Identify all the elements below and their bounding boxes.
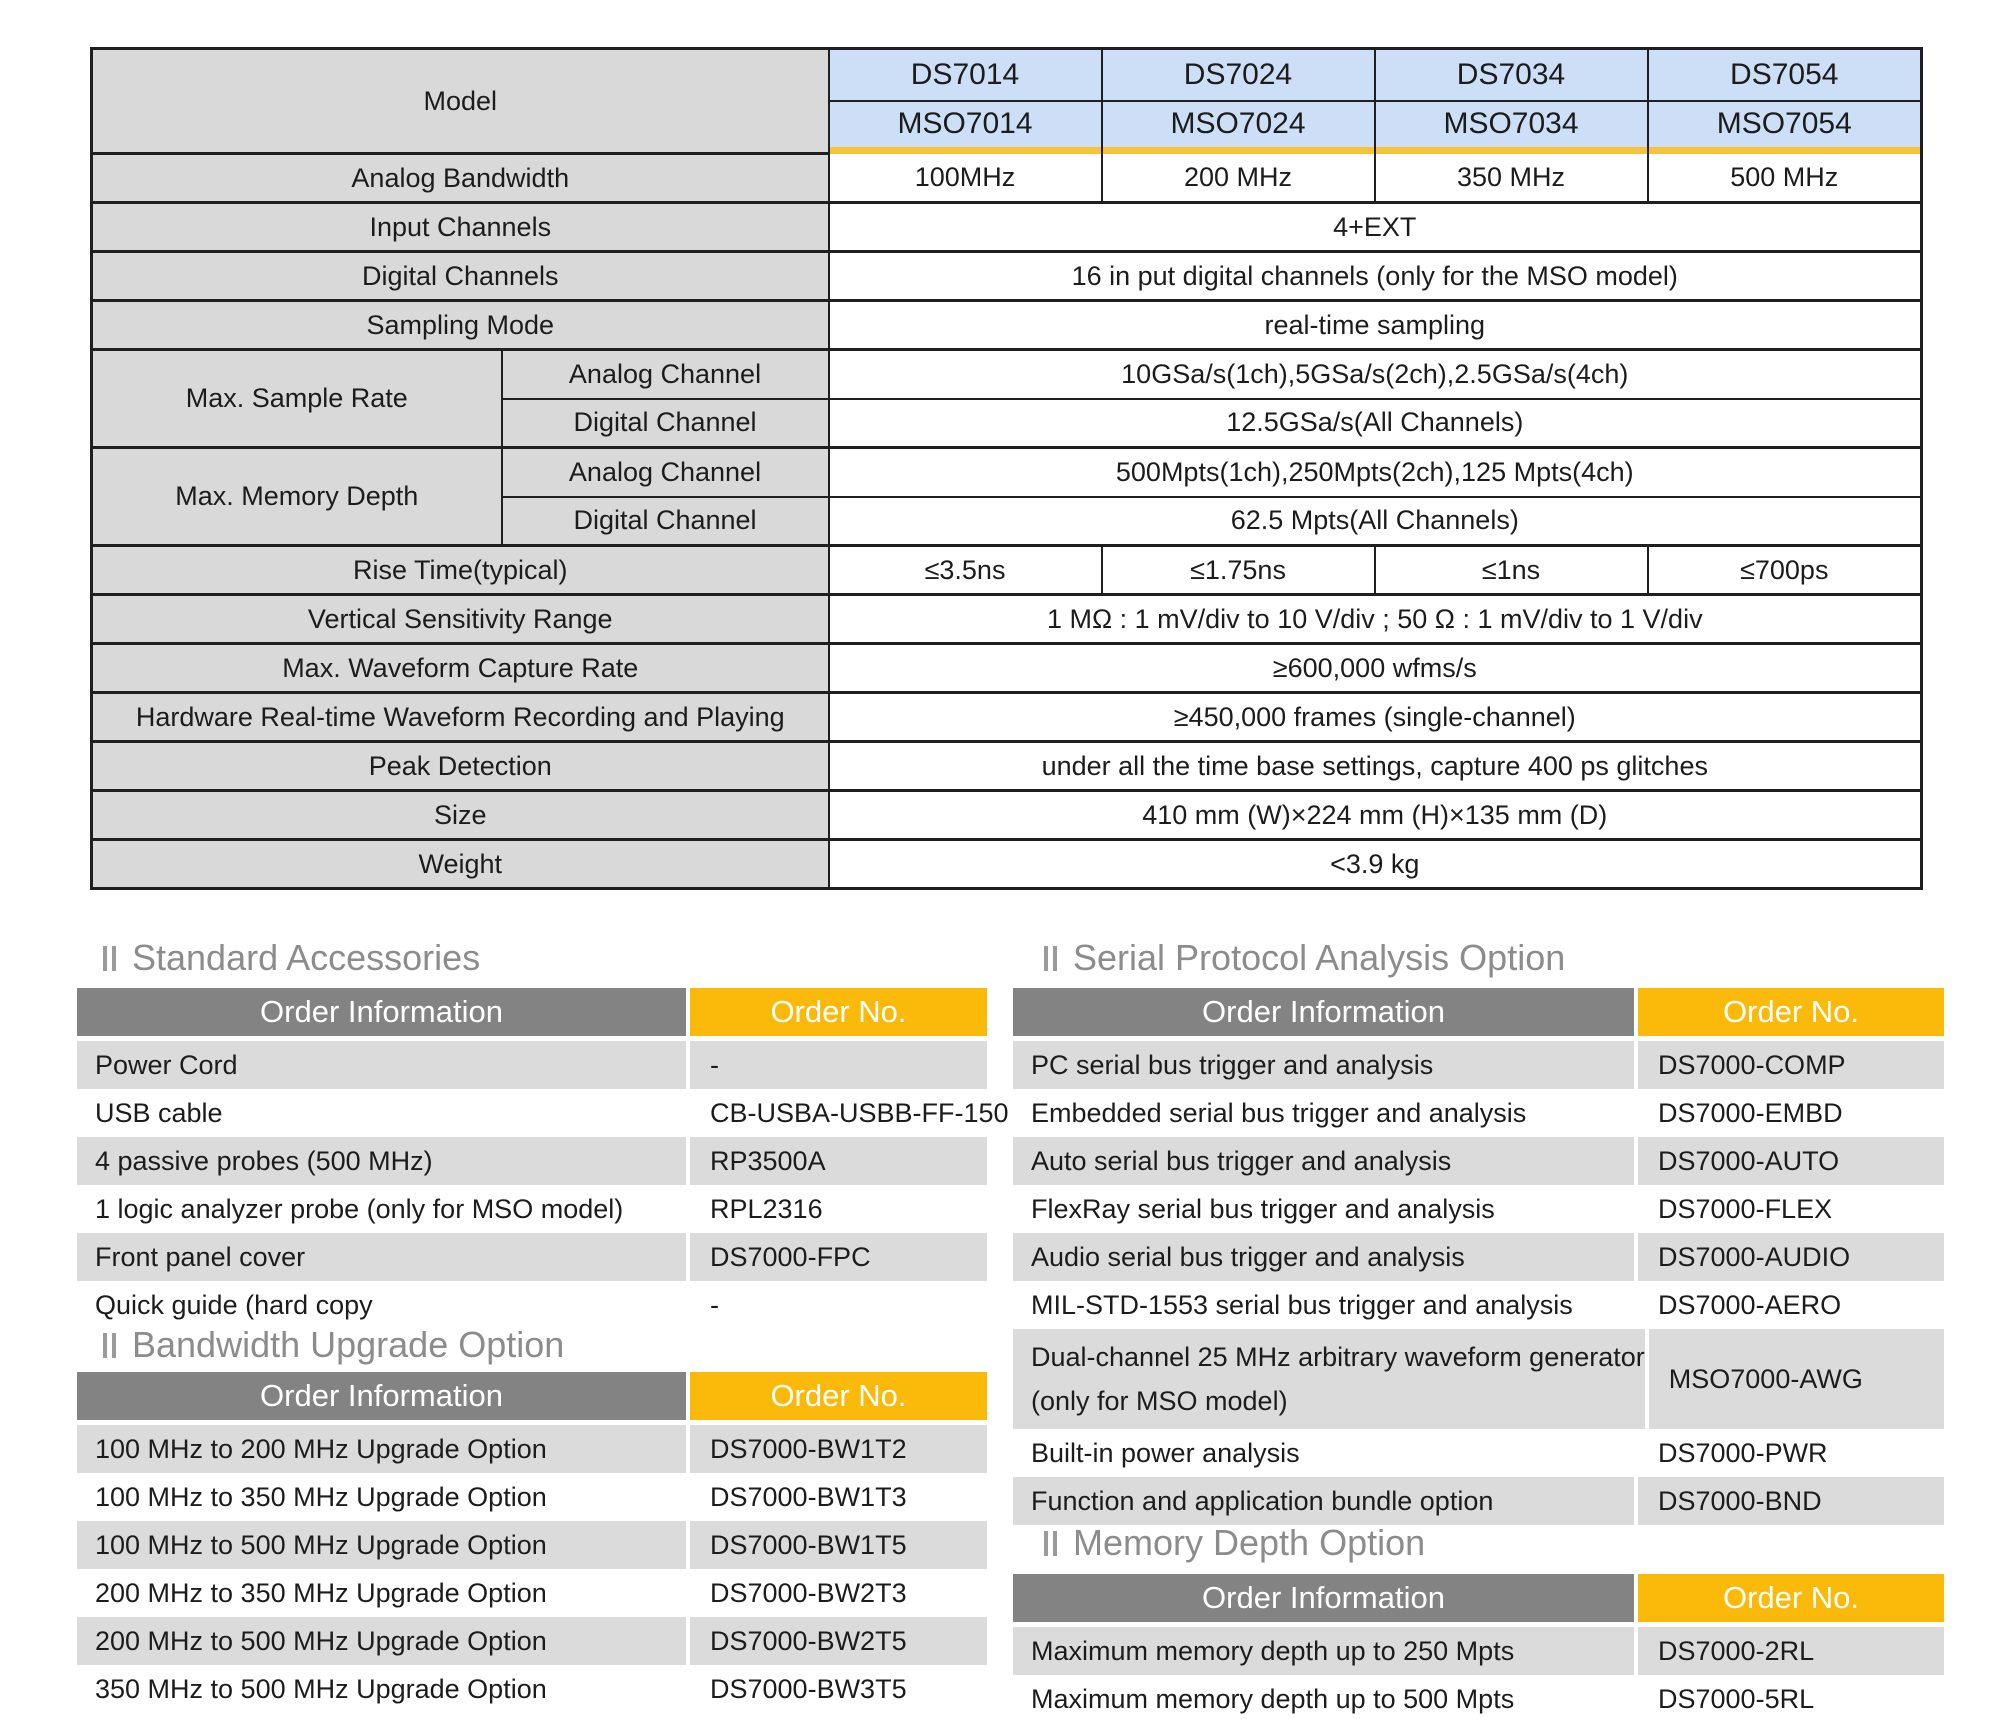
table-header [1013,988,1944,1036]
order-item: 1 logic analyzer probe (only for MSO model) [95,1193,624,1224]
spec-value-rise-3: ≤1ns [1375,546,1648,595]
order-number: RPL2316 [710,1193,823,1224]
table-row [1013,1281,1944,1329]
order-item: MIL-STD-1553 serial bus trigger and analysis [1031,1289,1573,1320]
order-number: DS7000-AERO [1658,1289,1842,1320]
model-mso7054: MSO7054 [1648,101,1922,147]
serial-protocol-table [1013,988,1944,1525]
order-item: 350 MHz to 500 MHz Upgrade Option [95,1673,547,1704]
spec-label-peak-detection: Peak Detection [92,742,829,791]
order-item: 100 MHz to 200 MHz Upgrade Option [77,1425,686,1473]
spec-label-digital-channels: Digital Channels [92,252,829,301]
order-number: DS7000-BW3T5 [710,1673,907,1704]
order-no-header: Order No. [690,1372,987,1420]
spec-label-weight: Weight [92,840,829,889]
spec-value-rise-2: ≤1.75ns [1102,546,1375,595]
order-number: DS7000-BW2T5 [690,1617,987,1665]
section-title-text: Bandwidth Upgrade Option [132,1324,565,1365]
order-number: DS7000-BW1T3 [710,1481,907,1512]
table-row [1013,1429,1944,1477]
spec-value-bandwidth-4: 500 MHz [1648,154,1922,203]
section-title-text: Memory Depth Option [1073,1522,1426,1563]
order-information-header: Order Information [77,1372,686,1420]
table-row [77,1041,987,1089]
model-ds7024: DS7024 [1102,49,1375,101]
order-number: DS7000-COMP [1638,1041,1944,1089]
memory-depth-table [1013,1574,1944,1719]
spec-label-capture-rate: Max. Waveform Capture Rate [92,644,829,693]
order-item-line1: Dual-channel 25 MHz arbitrary waveform generator [1031,1341,1645,1372]
spec-value-digital-channels: 16 in put digital channels (only for the MSO model) [829,252,1922,301]
spec-label-model: Model [92,49,829,154]
table-row [77,1521,987,1569]
order-number: DS7000-AUDIO [1638,1233,1944,1281]
order-number: DS7000-AUTO [1638,1137,1944,1185]
model-mso7014: MSO7014 [829,101,1102,147]
order-item: Maximum memory depth up to 250 Mpts [1013,1627,1634,1675]
order-number: DS7000-BW1T2 [690,1425,987,1473]
order-item: 100 MHz to 350 MHz Upgrade Option [95,1481,547,1512]
table-row [77,1137,987,1185]
order-item: 200 MHz to 350 MHz Upgrade Option [95,1577,547,1608]
table-header [1013,1574,1944,1622]
table-row [1013,1627,1944,1675]
spec-value-size: 410 mm (W)×224 mm (H)×135 mm (D) [829,791,1922,840]
spec-value-sample-rate-digital: 12.5GSa/s(All Channels) [829,399,1922,448]
spec-sublabel-memory-analog: Analog Channel [502,448,829,497]
bandwidth-upgrade-table [77,1372,987,1713]
spec-value-bandwidth-3: 350 MHz [1375,154,1648,203]
section-marker-icon [1044,1531,1057,1556]
order-no-header: Order No. [1638,1574,1944,1622]
order-number: DS7000-FPC [690,1233,987,1281]
order-information-header: Order Information [1013,1574,1634,1622]
order-number: RP3500A [690,1137,987,1185]
table-row [1013,1185,1944,1233]
order-item: Built-in power analysis [1031,1437,1300,1468]
section-marker-icon [103,1333,116,1358]
table-row [77,1185,987,1233]
table-row [77,1425,987,1473]
table-row [77,1473,987,1521]
accent-bar [829,147,1102,154]
order-number: DS7000-BW1T5 [690,1521,987,1569]
spec-sublabel-memory-digital: Digital Channel [502,497,829,546]
model-ds7034: DS7034 [1375,49,1648,101]
spec-value-sampling-mode: real-time sampling [829,301,1922,350]
table-row [77,1569,987,1617]
order-no-header: Order No. [690,988,987,1036]
table-row [1013,1675,1944,1719]
spec-value-memory-analog: 500Mpts(1ch),250Mpts(2ch),125 Mpts(4ch) [829,448,1922,497]
spec-value-sample-rate-analog: 10GSa/s(1ch),5GSa/s(2ch),2.5GSa/s(4ch) [829,350,1922,399]
table-header [77,988,987,1036]
order-item: Quick guide (hard copy [95,1289,373,1320]
section-title-standard-accessories [103,935,480,981]
table-row [77,1233,987,1281]
spec-value-vertical-sensitivity: 1 MΩ : 1 mV/div to 10 V/div ; 50 Ω : 1 mV/div to 1 V/div [829,595,1922,644]
spec-label-input-channels: Input Channels [92,203,829,252]
order-number: - [690,1041,987,1089]
order-no-header: Order No. [1638,988,1944,1036]
spec-value-weight: <3.9 kg [829,840,1922,889]
order-number: DS7000-EMBD [1658,1097,1843,1128]
spec-value-capture-rate: ≥600,000 wfms/s [829,644,1922,693]
spec-label-sampling-mode: Sampling Mode [92,301,829,350]
order-number: DS7000-BW2T3 [710,1577,907,1608]
order-item: 4 passive probes (500 MHz) [77,1137,686,1185]
table-row [77,1665,987,1713]
order-item: Function and application bundle option [1013,1477,1634,1525]
order-item: Embedded serial bus trigger and analysis [1031,1097,1527,1128]
order-item: Power Cord [77,1041,686,1089]
section-title-serial-protocol [1044,935,1565,981]
spec-table [90,47,1923,890]
spec-value-peak-detection: under all the time base settings, capture 400 ps glitches [829,742,1922,791]
spec-value-memory-digital: 62.5 Mpts(All Channels) [829,497,1922,546]
spec-sublabel-sample-rate-analog: Analog Channel [502,350,829,399]
order-number: DS7000-2RL [1638,1627,1944,1675]
spec-label-size: Size [92,791,829,840]
spec-label-vertical-sensitivity: Vertical Sensitivity Range [92,595,829,644]
order-item: PC serial bus trigger and analysis [1013,1041,1634,1089]
standard-accessories-table [77,988,1009,1329]
order-item: 200 MHz to 500 MHz Upgrade Option [77,1617,686,1665]
model-mso7034: MSO7034 [1375,101,1648,147]
spec-value-waveform-recording: ≥450,000 frames (single-channel) [829,693,1922,742]
order-information-header: Order Information [77,988,686,1036]
table-row [1013,1233,1944,1281]
spec-label-rise-time: Rise Time(typical) [92,546,829,595]
order-item: Auto serial bus trigger and analysis [1013,1137,1634,1185]
table-row [1013,1477,1944,1525]
spec-value-rise-1: ≤3.5ns [829,546,1102,595]
order-item: USB cable [95,1097,223,1128]
order-item: FlexRay serial bus trigger and analysis [1031,1193,1495,1224]
model-ds7054: DS7054 [1648,49,1922,101]
section-title-text: Standard Accessories [132,937,481,978]
spec-label-max-memory-depth: Max. Memory Depth [92,448,502,546]
table-row [77,1089,1009,1137]
spec-value-bandwidth-2: 200 MHz [1102,154,1375,203]
order-item-line2: (only for MSO model) [1031,1386,1288,1416]
order-item: 100 MHz to 500 MHz Upgrade Option [77,1521,686,1569]
spec-sublabel-sample-rate-digital: Digital Channel [502,399,829,448]
spec-label-waveform-recording: Hardware Real-time Waveform Recording and Playing [92,693,829,742]
order-item: Audio serial bus trigger and analysis [1013,1233,1634,1281]
section-title-text: Serial Protocol Analysis Option [1073,937,1566,978]
order-number: DS7000-BND [1638,1477,1944,1525]
model-ds7014: DS7014 [829,49,1102,101]
section-title-bandwidth-upgrade [103,1322,564,1368]
order-number: DS7000-FLEX [1658,1193,1833,1224]
order-number: - [710,1289,719,1320]
table-row [1013,1089,1944,1137]
accent-bar [1648,147,1922,154]
table-header [77,1372,987,1420]
section-marker-icon [1044,946,1057,971]
section-title-memory-depth [1044,1520,1425,1566]
order-item: Maximum memory depth up to 500 Mpts [1031,1683,1515,1714]
accent-bar [1102,147,1375,154]
table-row [1013,1329,1944,1429]
section-marker-icon [103,946,116,971]
model-mso7024: MSO7024 [1102,101,1375,147]
order-number: CB-USBA-USBB-FF-150 [710,1097,1009,1128]
table-row [1013,1137,1944,1185]
spec-label-max-sample-rate: Max. Sample Rate [92,350,502,448]
order-item: Front panel cover [77,1233,686,1281]
table-row [1013,1041,1944,1089]
spec-label-analog-bandwidth: Analog Bandwidth [92,154,829,203]
order-number: MSO7000-AWG [1649,1329,1944,1429]
spec-value-bandwidth-1: 100MHz [829,154,1102,203]
order-item [1013,1329,1645,1429]
order-number: DS7000-5RL [1658,1683,1815,1714]
order-information-header: Order Information [1013,988,1634,1036]
spec-value-input-channels: 4+EXT [829,203,1922,252]
accent-bar [1375,147,1648,154]
spec-value-rise-4: ≤700ps [1648,546,1922,595]
order-number: DS7000-PWR [1658,1437,1828,1468]
table-row [77,1617,987,1665]
